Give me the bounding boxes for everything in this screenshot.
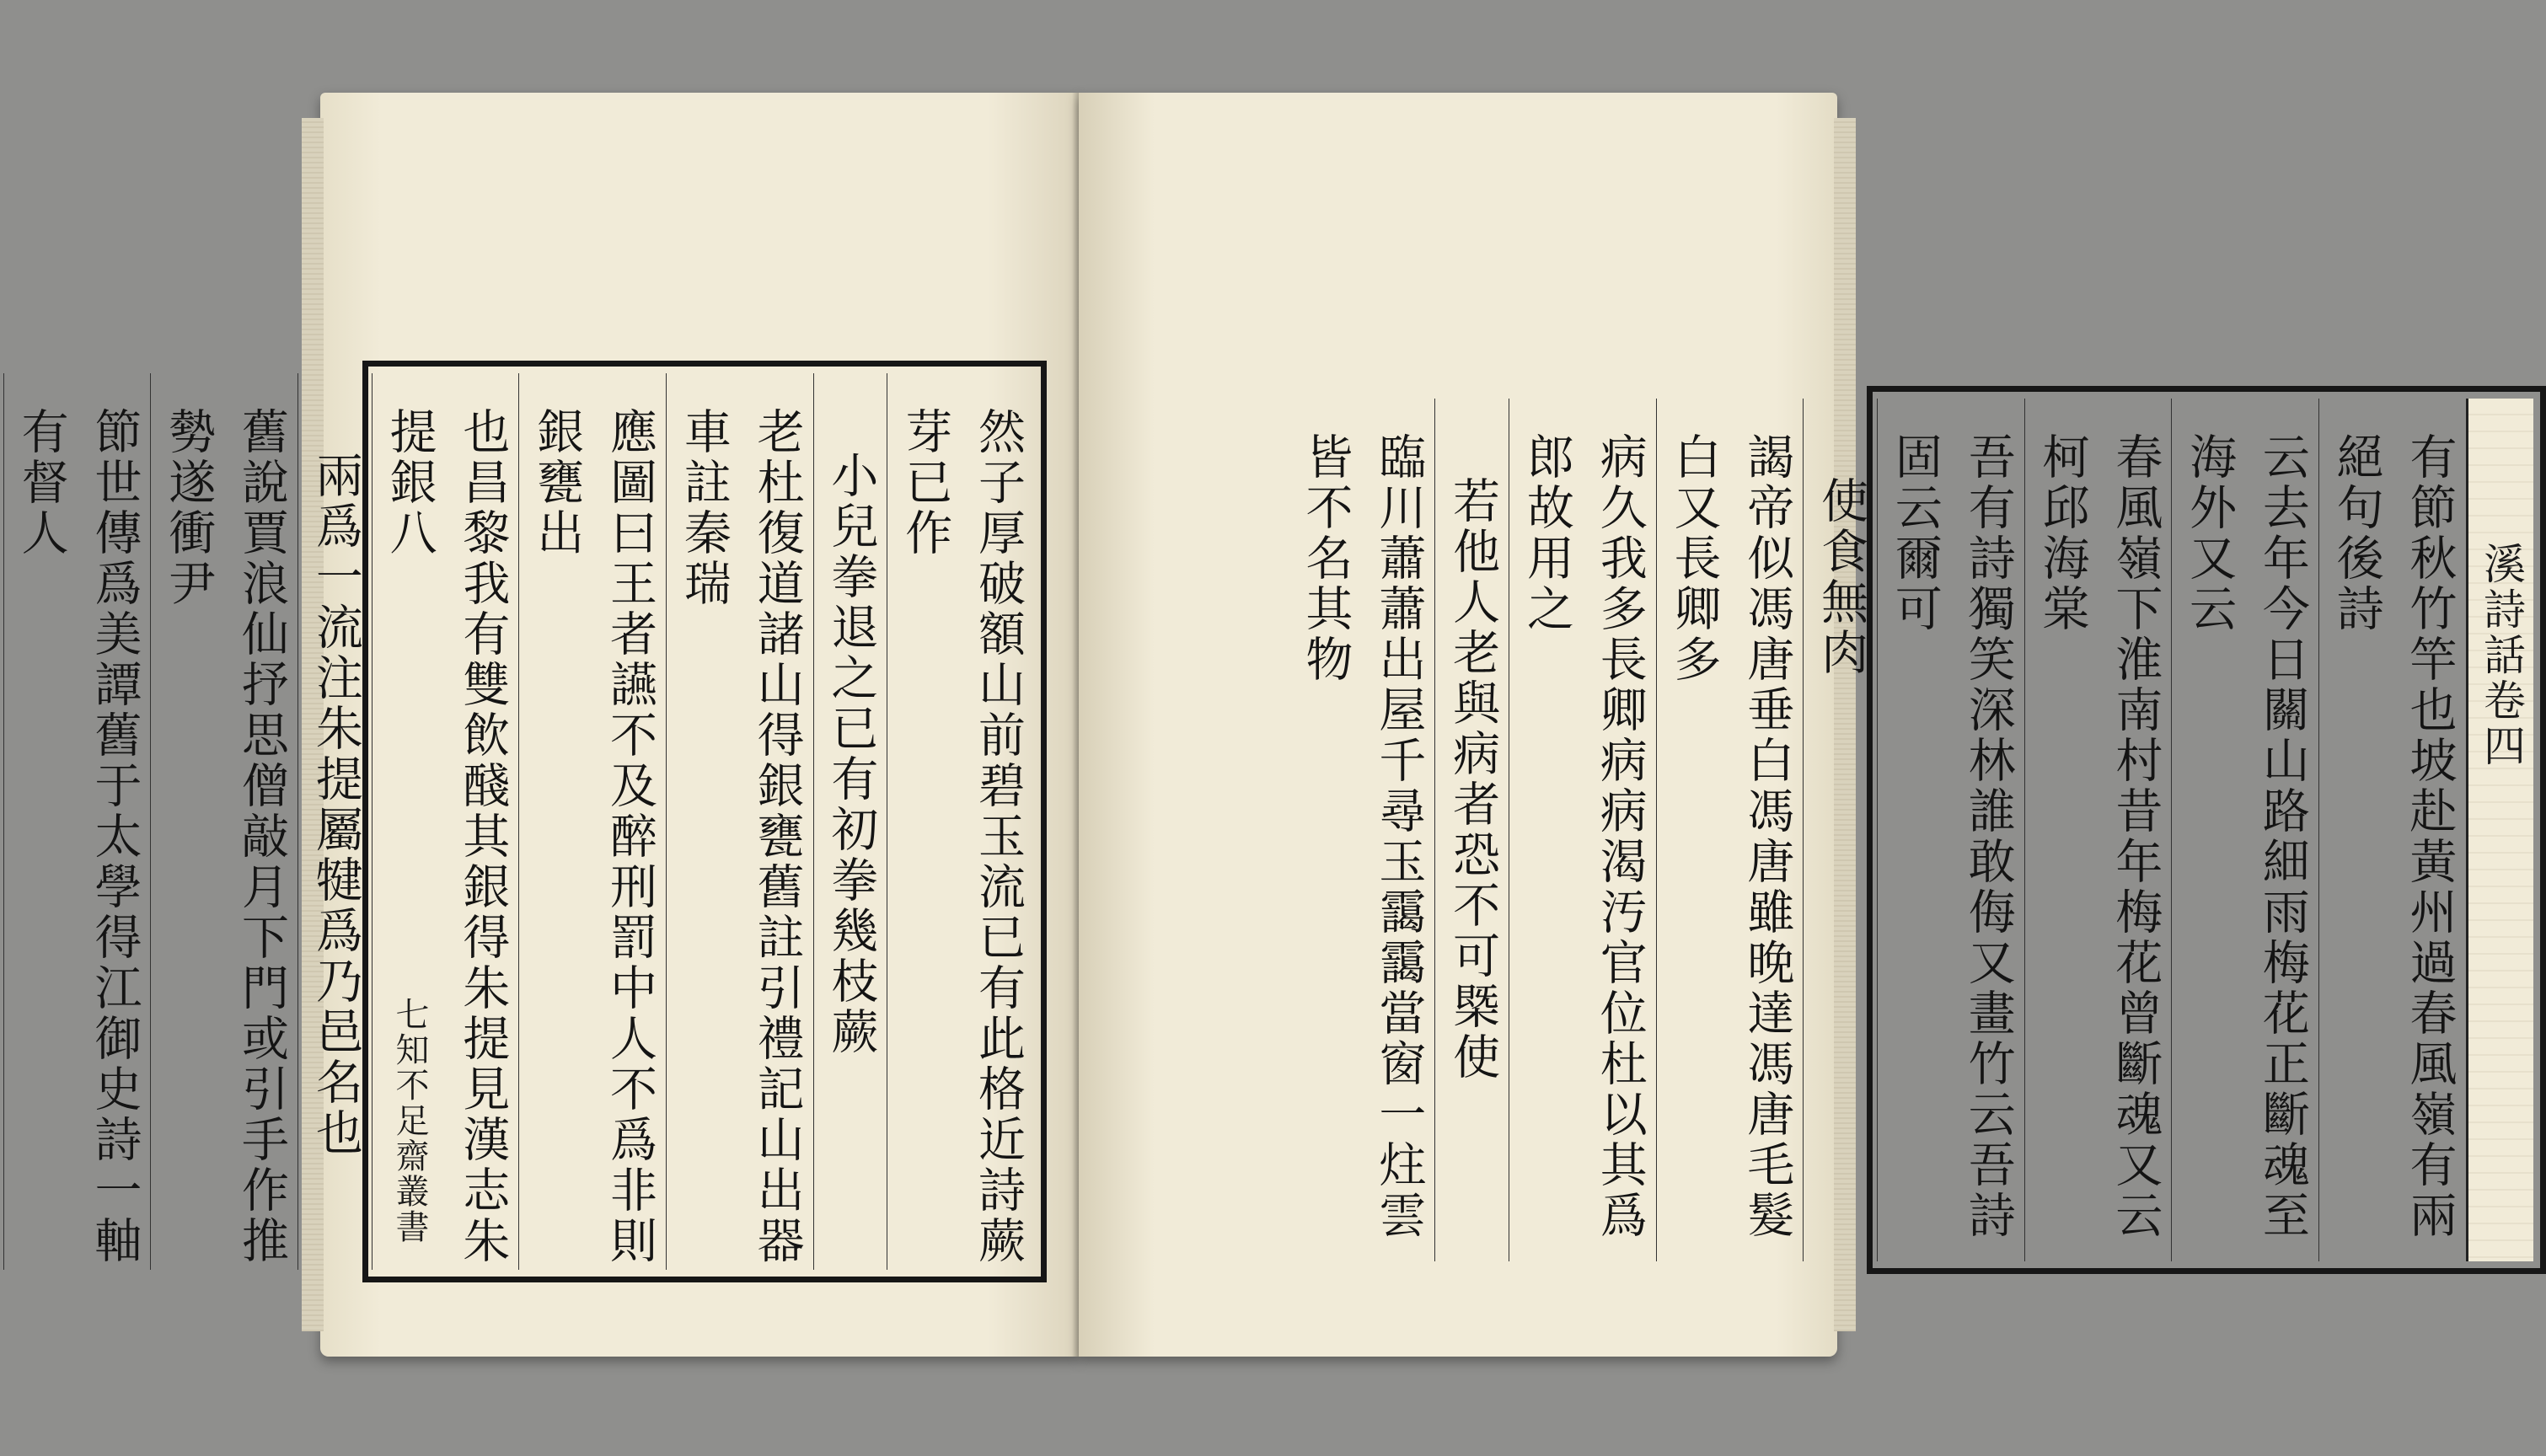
text-column: 老杜復道諸山得銀甕舊註引禮記山出器車註秦瑞 — [666, 373, 813, 1270]
text-column: 病久我多長卿病病渴汚官位杜以其爲郎故用之 — [1509, 399, 1656, 1261]
right-page — [1079, 93, 2526, 1357]
text-column: 也昌黎我有雙飲醆其銀得朱提見漢志朱提銀八 — [372, 373, 519, 1270]
open-book — [13, 84, 2526, 1382]
left-text-frame — [13, 361, 1047, 1282]
text-column: 臨川蕭蕭出屋千尋玉靄靄當窗一炷雲皆不名其物 — [1298, 432, 1427, 1241]
text-column: 謁帝似馮唐垂白馮唐雖晚達馮唐毛髮白又長卿多 — [1656, 399, 1804, 1261]
text-column: 舊說賈浪仙抒思僧敲月下門或引手作推勢遂衝尹 — [150, 373, 297, 1270]
text-column: 春風嶺下淮南村昔年梅花曾斷魂又云柯邱海棠 — [2024, 399, 2172, 1261]
center-column — [2466, 399, 2534, 1261]
text-column: 然子厚破額山前碧玉流已有此格近詩蕨芽已作 — [887, 373, 1034, 1270]
right-text-frame — [1298, 386, 2546, 1274]
text-column: 應圖曰王者讌不及醉刑罰中人不爲非則銀甕出 — [518, 373, 666, 1270]
text-column: 節世傳爲美譚舊于太學得江御史詩一軸有督人 — [3, 373, 151, 1270]
text-column: 兩爲一流注朱提屬犍爲乃邑名也 — [297, 373, 372, 1270]
left-page — [13, 93, 1079, 1357]
text-column: 若他人老與病者恐不可槩使 — [1434, 399, 1509, 1261]
folio: 七知不足齋叢書 — [390, 997, 429, 1245]
text-column: 云去年今日關山路細雨梅花正斷魂至海外又云 — [2171, 399, 2318, 1261]
text-column: 有節秋竹竿也坡赴黃州過春風嶺有兩絕句後詩 — [2318, 399, 2466, 1261]
text-column: 使食無肉 — [1803, 399, 1877, 1261]
text-column: 小兒拳退之已有初拳幾枝蕨 — [813, 373, 887, 1270]
running-title: 溪詩話卷四 — [2477, 542, 2526, 769]
text-column: 吾有詩獨笑深林誰敢侮又畫竹云吾詩固云爾可 — [1877, 399, 2024, 1261]
